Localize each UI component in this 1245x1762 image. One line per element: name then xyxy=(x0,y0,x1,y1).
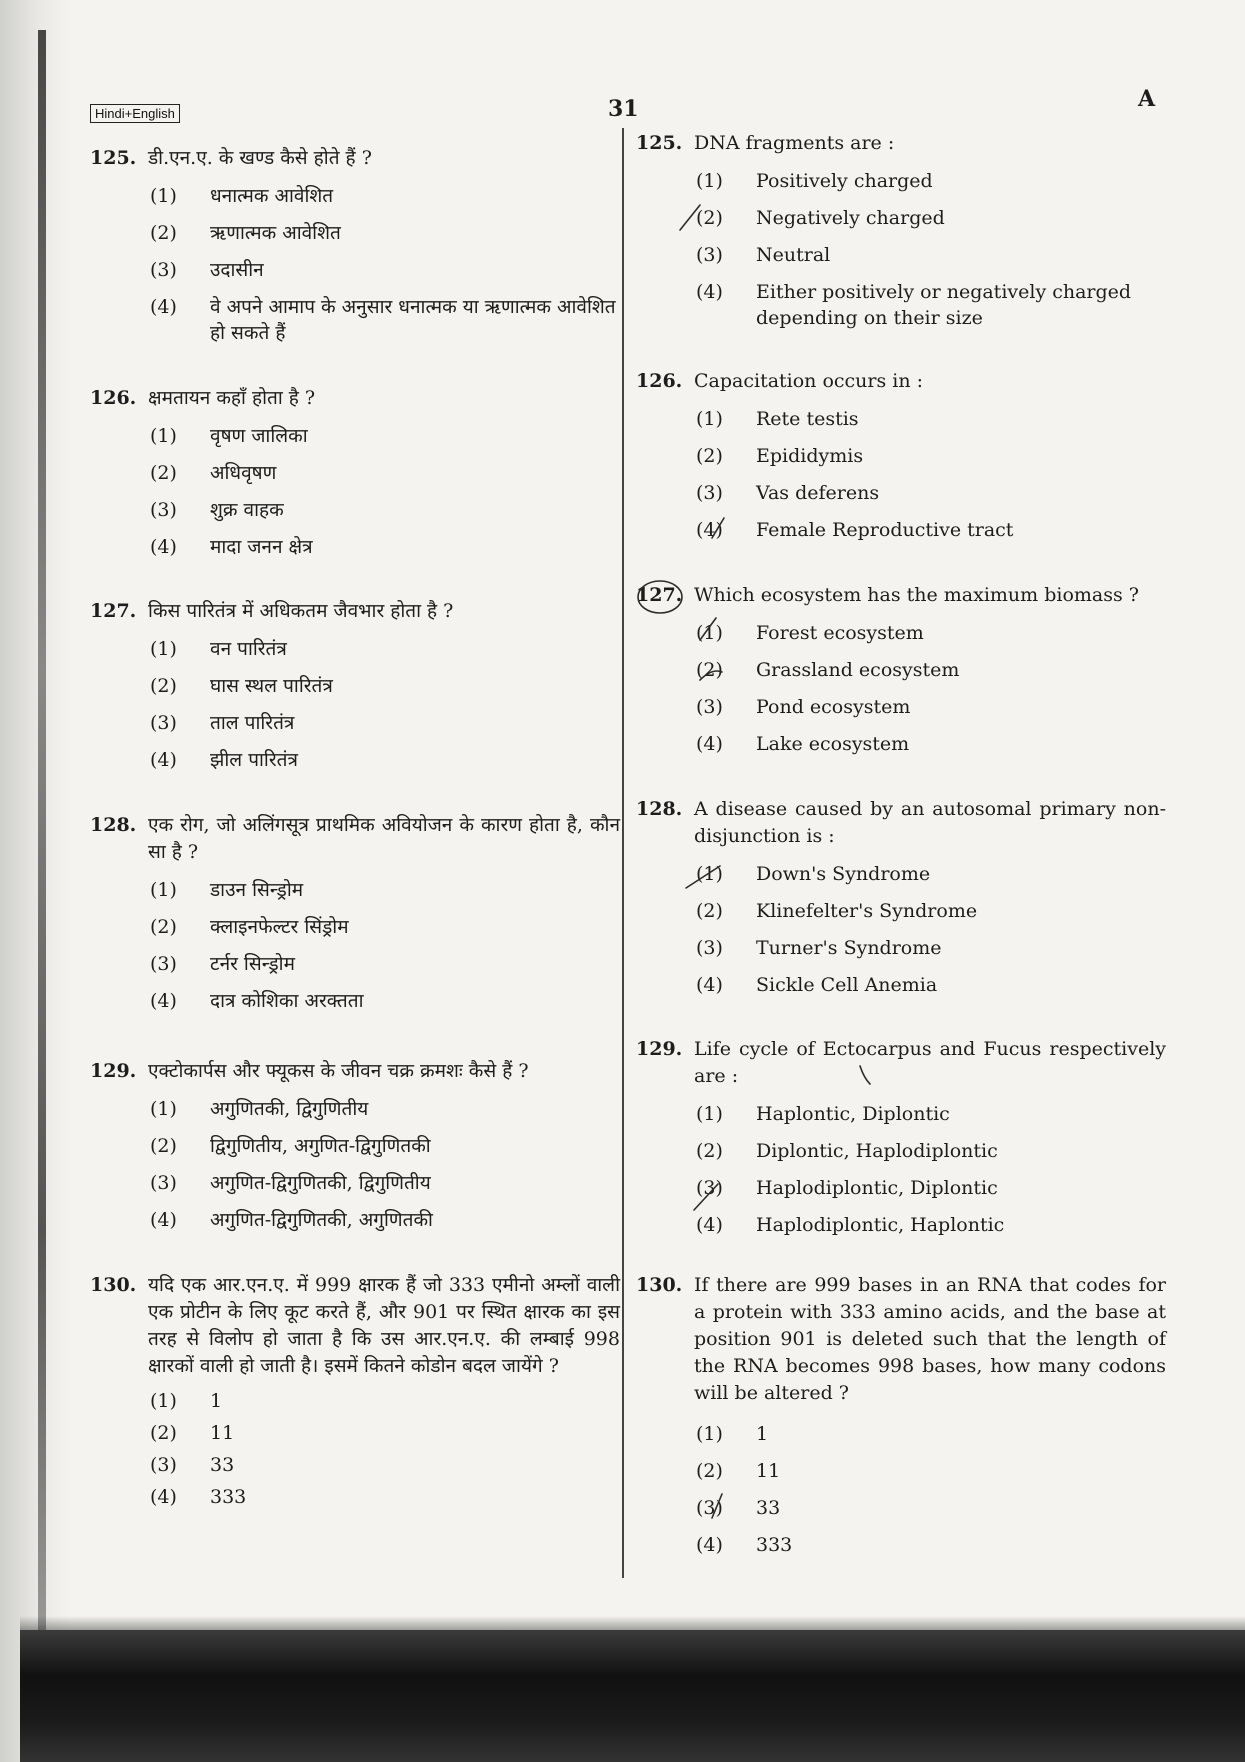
option-2: (2) Klinefelter's Syndrome xyxy=(696,900,978,922)
question-number: 130. xyxy=(90,1274,137,1296)
option-4: (4) झील पारितंत्र xyxy=(150,749,298,771)
question-english-129 xyxy=(636,1036,1166,1238)
option-1: (1) Forest ecosystem xyxy=(696,622,924,644)
option-1: (1) धनात्मक आवेशित xyxy=(150,185,334,207)
option-3: (3) उदासीन xyxy=(150,259,264,281)
question-number: 128. xyxy=(636,798,683,820)
question-hindi-128 xyxy=(90,812,620,1014)
option-2: (2) घास स्थल पारितंत्र xyxy=(150,675,333,697)
option-4: (4) Either positively or negatively charged depending on their size xyxy=(696,281,1132,329)
option-2: (2) Diplontic, Haplodiplontic xyxy=(696,1140,998,1162)
question-text: क्षमतायन कहाँ होता है ? xyxy=(148,387,316,409)
option-1: (1) Down's Syndrome xyxy=(696,863,931,885)
option-2: (2) द्विगुणितीय, अगुणित-द्विगुणितकी xyxy=(150,1135,431,1157)
question-english-128 xyxy=(636,796,1166,998)
language-tag: Hindi+English xyxy=(90,104,180,123)
question-text: डी.एन.ए. के खण्ड कैसे होते हैं ? xyxy=(148,147,372,169)
option-3: (3) अगुणित-द्विगुणितकी, द्विगुणितीय xyxy=(150,1172,431,1194)
question-number: 129. xyxy=(636,1038,683,1060)
option-4: (4) Female Reproductive tract xyxy=(696,519,1014,541)
question-number: 128. xyxy=(90,814,137,836)
question-number: 125. xyxy=(636,132,683,154)
question-hindi-130 xyxy=(90,1272,620,1510)
option-1: (1) Positively charged xyxy=(696,170,933,192)
question-text: Which ecosystem has the maximum biomass ? xyxy=(694,584,1139,606)
question-number: 126. xyxy=(90,387,137,409)
binding-shadow xyxy=(0,0,70,1762)
question-text: एक रोग, जो अलिंगसूत्र प्राथमिक अवियोजन के कारण होता है, कौन सा है ? xyxy=(148,814,620,863)
option-3: (3) Vas deferens xyxy=(696,482,880,504)
question-english-126 xyxy=(636,368,1166,543)
option-2: (2) Grassland ecosystem xyxy=(696,659,960,681)
option-2: (2) अधिवृषण xyxy=(150,462,277,484)
question-text: If there are 999 bases in an RNA that codes for a protein with 333 amino acids, and the base at position 901 is deleted such that the length of the RNA becomes 998 bases, how many codons will be altered ? xyxy=(694,1274,1166,1404)
question-number: 130. xyxy=(636,1274,683,1296)
question-text: DNA fragments are : xyxy=(694,132,895,154)
option-4: (4) 333 xyxy=(150,1486,247,1508)
option-3: (3) Turner's Syndrome xyxy=(696,937,942,959)
option-4: (4) Lake ecosystem xyxy=(696,733,910,755)
page-number: 31 xyxy=(608,96,639,122)
question-number: 127. xyxy=(90,600,137,622)
question-text: किस पारितंत्र में अधिकतम जैवभार होता है ? xyxy=(148,600,454,622)
question-hindi-127 xyxy=(90,598,620,773)
option-2: (2) Negatively charged xyxy=(696,207,945,229)
question-english-127 xyxy=(636,582,1166,757)
option-2: (2) Epididymis xyxy=(696,445,864,467)
option-3: (3) Pond ecosystem xyxy=(696,696,911,718)
option-1: (1) Haplontic, Diplontic xyxy=(696,1103,950,1125)
option-4: (4) वे अपने आमाप के अनुसार धनात्मक या ऋणात्मक आवेशित हो सकते हैं xyxy=(150,296,616,344)
question-number: 126. xyxy=(636,370,683,392)
option-1: (1) Rete testis xyxy=(696,408,859,430)
option-2: (2) क्लाइनफेल्टर सिंड्रोम xyxy=(150,916,349,938)
option-3: (3) 33 xyxy=(696,1497,781,1519)
question-text: Capacitation occurs in : xyxy=(694,370,924,392)
option-4: (4) दात्र कोशिका अरक्तता xyxy=(150,990,364,1012)
option-4: (4) 333 xyxy=(696,1534,793,1556)
question-text: Life cycle of Ectocarpus and Fucus respectively are : xyxy=(694,1038,1166,1087)
question-number: 127. xyxy=(636,584,683,606)
question-number: 129. xyxy=(90,1060,137,1082)
option-3: (3) 33 xyxy=(150,1454,235,1476)
option-3: (3) टर्नर सिन्ड्रोम xyxy=(150,953,295,975)
question-number: 125. xyxy=(90,147,137,169)
option-4: (4) अगुणित-द्विगुणितकी, अगुणितकी xyxy=(150,1209,433,1231)
question-text: यदि एक आर.एन.ए. में 999 क्षारक हैं जो 333 एमीनो अम्लों वाली एक प्रोटीन के लिए कूट करते हैं, और 901 पर स्थित क्षारक का इस तरह से विलोप हो जाता है कि उस आर.एन.ए. की लम्बाई 998 क्षारकों वाली हो जाती है। इसमें कितने कोडोन बदल जायेंगे ? xyxy=(148,1274,620,1377)
binding-spine xyxy=(38,30,46,1630)
option-1: (1) 1 xyxy=(150,1390,223,1412)
option-3: (3) शुक्र वाहक xyxy=(150,499,284,521)
question-hindi-126 xyxy=(90,385,620,560)
question-text: एक्टोकार्पस और फ्यूकस के जीवन चक्र क्रमशः कैसे हैं ? xyxy=(148,1060,529,1082)
question-english-125 xyxy=(636,130,1166,331)
question-english-130 xyxy=(636,1272,1166,1558)
column-divider xyxy=(622,128,624,1578)
option-2: (2) 11 xyxy=(696,1460,781,1482)
question-hindi-129 xyxy=(90,1058,620,1233)
option-2: (2) 11 xyxy=(150,1422,235,1444)
option-1: (1) वन पारितंत्र xyxy=(150,638,287,660)
question-hindi-125 xyxy=(90,145,620,346)
option-3: (3) Neutral xyxy=(696,244,831,266)
option-4: (4) Sickle Cell Anemia xyxy=(696,974,938,996)
option-1: (1) 1 xyxy=(696,1423,769,1445)
option-1: (1) डाउन सिन्ड्रोम xyxy=(150,879,304,901)
option-3: (3) Haplodiplontic, Diplontic xyxy=(696,1177,998,1199)
option-4: (4) Haplodiplontic, Haplontic xyxy=(696,1214,1005,1236)
option-3: (3) ताल पारितंत्र xyxy=(150,712,295,734)
set-code: A xyxy=(1138,86,1156,112)
question-text: A disease caused by an autosomal primary non-disjunction is : xyxy=(694,798,1166,847)
option-4: (4) मादा जनन क्षेत्र xyxy=(150,536,313,558)
option-1: (1) वृषण जालिका xyxy=(150,425,308,447)
option-1: (1) अगुणितकी, द्विगुणितीय xyxy=(150,1098,369,1120)
option-2: (2) ऋणात्मक आवेशित xyxy=(150,222,341,244)
scan-bottom-shadow xyxy=(20,1630,1245,1762)
